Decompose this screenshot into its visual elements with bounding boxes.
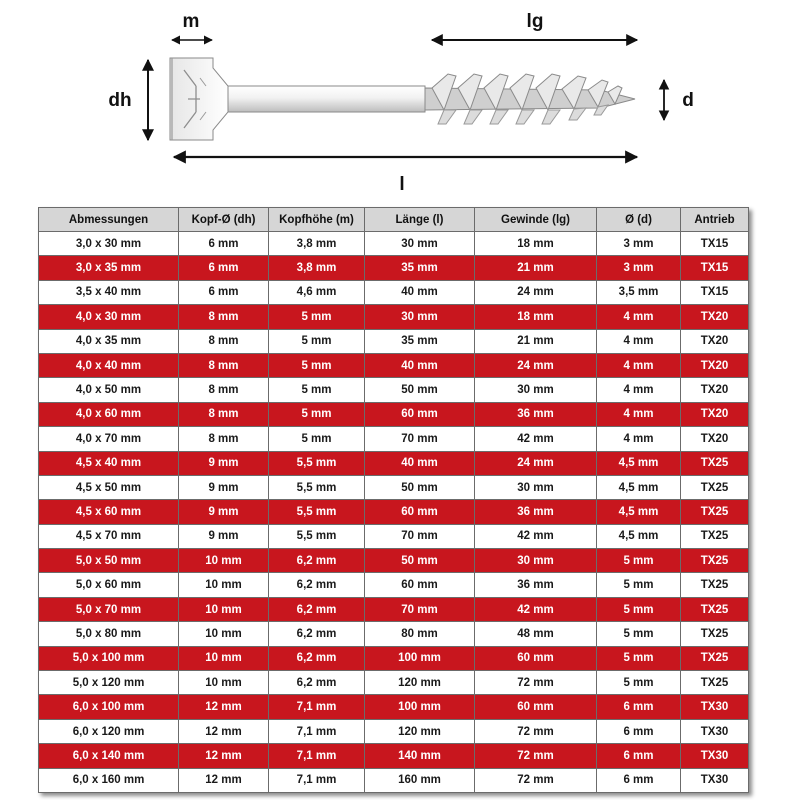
cell-drive: TX25 [681, 573, 749, 597]
cell-thread-length: 18 mm [475, 305, 597, 329]
cell-head-height: 6,2 mm [269, 671, 365, 695]
cell-drive: TX20 [681, 353, 749, 377]
cell-thread-length: 24 mm [475, 280, 597, 304]
cell-head-height: 6,2 mm [269, 549, 365, 573]
cell-drive: TX25 [681, 549, 749, 573]
cell-head-height: 5,5 mm [269, 451, 365, 475]
cell-head-height: 5 mm [269, 329, 365, 353]
cell-head-diameter: 10 mm [179, 646, 269, 670]
cell-length: 50 mm [365, 549, 475, 573]
table-row [39, 744, 749, 768]
cell-dimensions: 4,5 x 70 mm [39, 524, 179, 548]
table-header-row [39, 208, 749, 232]
table-row [39, 402, 749, 426]
column-header-thread-length: Gewinde (lg) [475, 208, 597, 232]
cell-length: 35 mm [365, 256, 475, 280]
cell-head-height: 5 mm [269, 305, 365, 329]
cell-dimensions: 5,0 x 60 mm [39, 573, 179, 597]
table-row [39, 768, 749, 792]
cell-drive: TX25 [681, 646, 749, 670]
cell-head-height: 5,5 mm [269, 524, 365, 548]
cell-length: 120 mm [365, 671, 475, 695]
cell-diameter: 6 mm [597, 768, 681, 792]
cell-drive: TX30 [681, 719, 749, 743]
cell-head-diameter: 12 mm [179, 744, 269, 768]
cell-diameter: 3,5 mm [597, 280, 681, 304]
table-row [39, 573, 749, 597]
table-row [39, 329, 749, 353]
table-row [39, 695, 749, 719]
cell-diameter: 4,5 mm [597, 500, 681, 524]
cell-drive: TX25 [681, 500, 749, 524]
cell-diameter: 4 mm [597, 402, 681, 426]
cell-diameter: 4,5 mm [597, 524, 681, 548]
table-row [39, 353, 749, 377]
cell-length: 120 mm [365, 719, 475, 743]
cell-diameter: 4 mm [597, 427, 681, 451]
cell-head-height: 5 mm [269, 353, 365, 377]
cell-thread-length: 48 mm [475, 622, 597, 646]
table-row [39, 646, 749, 670]
cell-head-height: 6,2 mm [269, 646, 365, 670]
cell-head-height: 7,1 mm [269, 695, 365, 719]
cell-head-diameter: 6 mm [179, 256, 269, 280]
cell-dimensions: 4,5 x 50 mm [39, 475, 179, 499]
table-row [39, 378, 749, 402]
cell-dimensions: 4,0 x 50 mm [39, 378, 179, 402]
cell-dimensions: 4,0 x 60 mm [39, 402, 179, 426]
cell-head-height: 6,2 mm [269, 597, 365, 621]
cell-head-diameter: 9 mm [179, 524, 269, 548]
cell-dimensions: 4,0 x 40 mm [39, 353, 179, 377]
cell-length: 70 mm [365, 427, 475, 451]
cell-drive: TX25 [681, 597, 749, 621]
cell-head-diameter: 8 mm [179, 329, 269, 353]
cell-thread-length: 24 mm [475, 353, 597, 377]
cell-drive: TX20 [681, 329, 749, 353]
cell-length: 40 mm [365, 451, 475, 475]
cell-head-diameter: 8 mm [179, 402, 269, 426]
cell-length: 30 mm [365, 305, 475, 329]
column-header-drive: Antrieb [681, 208, 749, 232]
cell-drive: TX25 [681, 671, 749, 695]
screw-dimension-diagram [0, 0, 800, 205]
cell-head-diameter: 6 mm [179, 280, 269, 304]
cell-thread-length: 36 mm [475, 573, 597, 597]
cell-drive: TX30 [681, 695, 749, 719]
cell-thread-length: 30 mm [475, 549, 597, 573]
cell-thread-length: 21 mm [475, 256, 597, 280]
cell-drive: TX25 [681, 475, 749, 499]
cell-head-diameter: 10 mm [179, 549, 269, 573]
d-label: d [682, 90, 694, 111]
cell-diameter: 5 mm [597, 549, 681, 573]
cell-drive: TX30 [681, 744, 749, 768]
cell-dimensions: 5,0 x 120 mm [39, 671, 179, 695]
cell-length: 70 mm [365, 597, 475, 621]
cell-diameter: 5 mm [597, 622, 681, 646]
l-label: l [399, 174, 405, 195]
cell-length: 100 mm [365, 646, 475, 670]
table-row [39, 280, 749, 304]
cell-thread-length: 42 mm [475, 597, 597, 621]
cell-diameter: 6 mm [597, 719, 681, 743]
cell-diameter: 4 mm [597, 378, 681, 402]
table-row [39, 500, 749, 524]
cell-length: 30 mm [365, 232, 475, 256]
cell-thread-length: 42 mm [475, 427, 597, 451]
cell-head-height: 5 mm [269, 378, 365, 402]
cell-head-diameter: 10 mm [179, 573, 269, 597]
table-row [39, 622, 749, 646]
cell-drive: TX25 [681, 524, 749, 548]
m-label: m [182, 11, 200, 32]
cell-dimensions: 4,5 x 40 mm [39, 451, 179, 475]
cell-head-diameter: 9 mm [179, 475, 269, 499]
cell-length: 160 mm [365, 768, 475, 792]
cell-dimensions: 6,0 x 100 mm [39, 695, 179, 719]
cell-diameter: 4,5 mm [597, 475, 681, 499]
cell-head-diameter: 8 mm [179, 353, 269, 377]
cell-length: 35 mm [365, 329, 475, 353]
cell-head-height: 4,6 mm [269, 280, 365, 304]
table-row [39, 671, 749, 695]
cell-thread-length: 72 mm [475, 768, 597, 792]
table-row [39, 549, 749, 573]
cell-head-diameter: 12 mm [179, 695, 269, 719]
cell-length: 40 mm [365, 280, 475, 304]
cell-diameter: 3 mm [597, 256, 681, 280]
cell-length: 40 mm [365, 353, 475, 377]
cell-dimensions: 6,0 x 120 mm [39, 719, 179, 743]
cell-length: 60 mm [365, 500, 475, 524]
cell-thread-length: 24 mm [475, 451, 597, 475]
cell-length: 60 mm [365, 573, 475, 597]
cell-length: 100 mm [365, 695, 475, 719]
cell-head-diameter: 10 mm [179, 597, 269, 621]
cell-thread-length: 60 mm [475, 646, 597, 670]
cell-thread-length: 30 mm [475, 378, 597, 402]
cell-thread-length: 72 mm [475, 671, 597, 695]
cell-head-height: 5 mm [269, 427, 365, 451]
cell-head-height: 5,5 mm [269, 500, 365, 524]
cell-length: 50 mm [365, 378, 475, 402]
cell-drive: TX25 [681, 451, 749, 475]
cell-thread-length: 21 mm [475, 329, 597, 353]
cell-drive: TX15 [681, 232, 749, 256]
cell-thread-length: 36 mm [475, 402, 597, 426]
cell-drive: TX20 [681, 378, 749, 402]
cell-length: 80 mm [365, 622, 475, 646]
cell-diameter: 6 mm [597, 744, 681, 768]
cell-head-height: 5,5 mm [269, 475, 365, 499]
cell-dimensions: 5,0 x 70 mm [39, 597, 179, 621]
cell-head-diameter: 12 mm [179, 719, 269, 743]
screw-spec-table [38, 207, 749, 793]
cell-dimensions: 5,0 x 80 mm [39, 622, 179, 646]
cell-thread-length: 72 mm [475, 744, 597, 768]
cell-thread-length: 18 mm [475, 232, 597, 256]
cell-head-height: 3,8 mm [269, 256, 365, 280]
table-row [39, 427, 749, 451]
cell-head-diameter: 10 mm [179, 671, 269, 695]
table-row [39, 256, 749, 280]
cell-thread-length: 36 mm [475, 500, 597, 524]
cell-head-height: 7,1 mm [269, 768, 365, 792]
cell-diameter: 5 mm [597, 671, 681, 695]
cell-head-diameter: 8 mm [179, 427, 269, 451]
cell-head-diameter: 8 mm [179, 305, 269, 329]
cell-drive: TX20 [681, 305, 749, 329]
cell-diameter: 4 mm [597, 329, 681, 353]
cell-diameter: 5 mm [597, 573, 681, 597]
lg-label: lg [526, 11, 544, 32]
cell-diameter: 4 mm [597, 305, 681, 329]
cell-head-diameter: 8 mm [179, 378, 269, 402]
cell-head-height: 6,2 mm [269, 622, 365, 646]
cell-thread-length: 42 mm [475, 524, 597, 548]
cell-thread-length: 30 mm [475, 475, 597, 499]
cell-head-diameter: 10 mm [179, 622, 269, 646]
cell-dimensions: 5,0 x 50 mm [39, 549, 179, 573]
cell-length: 70 mm [365, 524, 475, 548]
cell-head-diameter: 6 mm [179, 232, 269, 256]
cell-drive: TX25 [681, 622, 749, 646]
table-row [39, 305, 749, 329]
column-header-length: Länge (l) [365, 208, 475, 232]
cell-length: 60 mm [365, 402, 475, 426]
cell-thread-length: 60 mm [475, 695, 597, 719]
table-row [39, 597, 749, 621]
cell-dimensions: 4,0 x 30 mm [39, 305, 179, 329]
cell-head-diameter: 9 mm [179, 500, 269, 524]
cell-length: 50 mm [365, 475, 475, 499]
cell-dimensions: 4,0 x 70 mm [39, 427, 179, 451]
cell-diameter: 4,5 mm [597, 451, 681, 475]
cell-drive: TX15 [681, 280, 749, 304]
cell-drive: TX20 [681, 427, 749, 451]
cell-dimensions: 3,0 x 35 mm [39, 256, 179, 280]
cell-diameter: 5 mm [597, 597, 681, 621]
cell-head-height: 7,1 mm [269, 744, 365, 768]
cell-dimensions: 3,0 x 30 mm [39, 232, 179, 256]
column-header-diameter: Ø (d) [597, 208, 681, 232]
table-row [39, 719, 749, 743]
cell-dimensions: 4,0 x 35 mm [39, 329, 179, 353]
table-row [39, 451, 749, 475]
table-row [39, 232, 749, 256]
cell-head-height: 6,2 mm [269, 573, 365, 597]
cell-dimensions: 3,5 x 40 mm [39, 280, 179, 304]
spec-table-container [38, 207, 748, 793]
table-row [39, 524, 749, 548]
cell-head-height: 7,1 mm [269, 719, 365, 743]
cell-drive: TX30 [681, 768, 749, 792]
cell-head-diameter: 12 mm [179, 768, 269, 792]
cell-drive: TX20 [681, 402, 749, 426]
cell-head-height: 5 mm [269, 402, 365, 426]
column-header-dimensions: Abmessungen [39, 208, 179, 232]
cell-dimensions: 5,0 x 100 mm [39, 646, 179, 670]
table-row [39, 475, 749, 499]
cell-diameter: 4 mm [597, 353, 681, 377]
cell-dimensions: 6,0 x 160 mm [39, 768, 179, 792]
cell-diameter: 3 mm [597, 232, 681, 256]
table-body [39, 232, 749, 793]
cell-head-height: 3,8 mm [269, 232, 365, 256]
column-header-head-height: Kopfhöhe (m) [269, 208, 365, 232]
cell-dimensions: 6,0 x 140 mm [39, 744, 179, 768]
dh-label: dh [108, 90, 132, 111]
column-header-head-diameter: Kopf-Ø (dh) [179, 208, 269, 232]
cell-drive: TX15 [681, 256, 749, 280]
cell-diameter: 5 mm [597, 646, 681, 670]
cell-length: 140 mm [365, 744, 475, 768]
cell-diameter: 6 mm [597, 695, 681, 719]
cell-thread-length: 72 mm [475, 719, 597, 743]
screw-drawing [170, 58, 635, 140]
cell-dimensions: 4,5 x 60 mm [39, 500, 179, 524]
cell-head-diameter: 9 mm [179, 451, 269, 475]
